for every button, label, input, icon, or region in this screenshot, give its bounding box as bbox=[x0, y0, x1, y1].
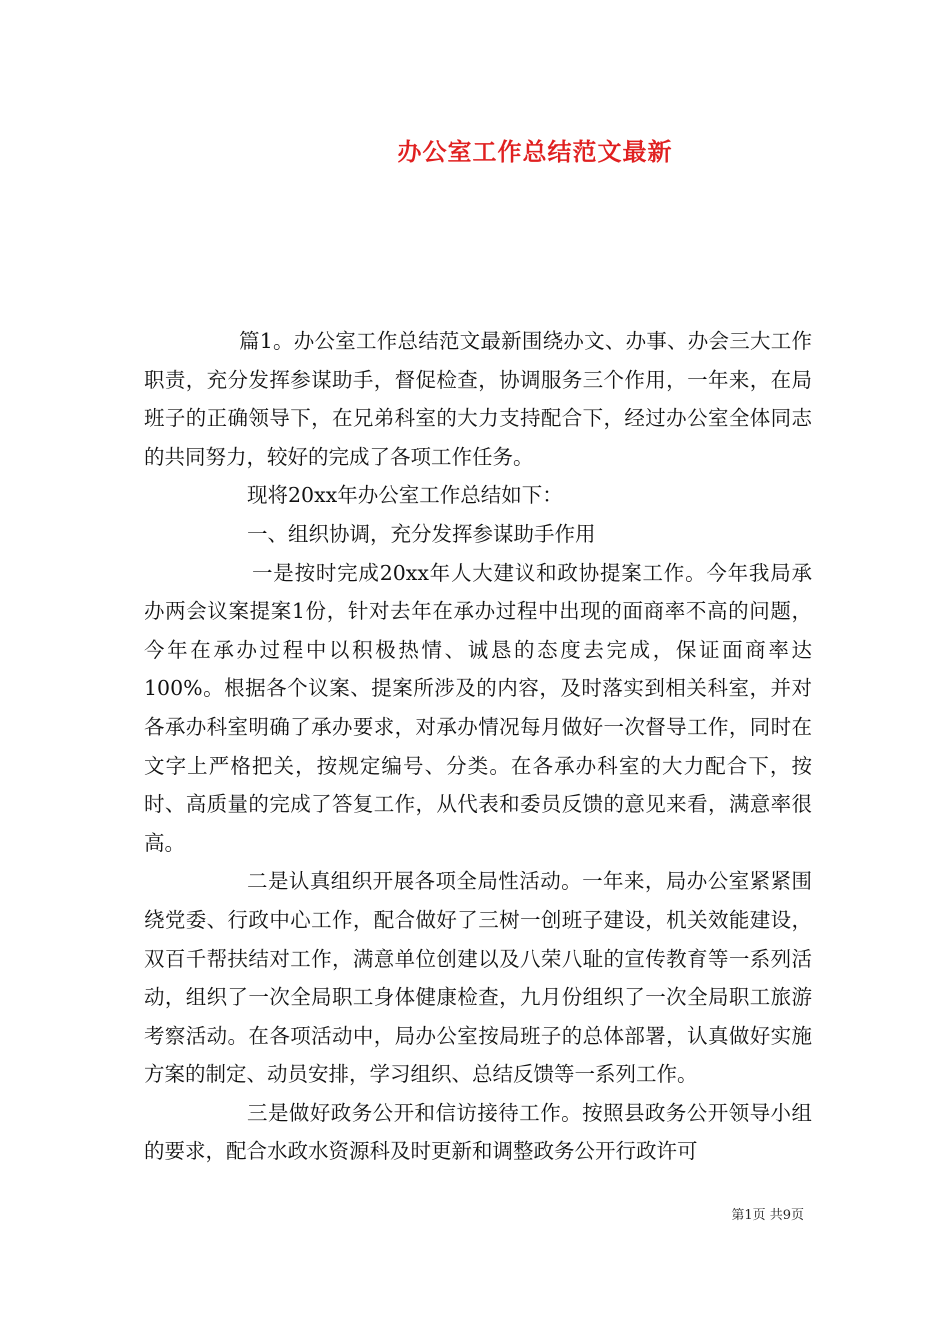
page-number: 第1页 共9页 bbox=[731, 1208, 804, 1223]
document-title: 办公室工作总结范文最新 bbox=[397, 137, 673, 166]
paragraph-item-1: 一是按时完成20xx年人大建议和政协提案工作。今年我局承办两会议案提案1份，针对去年在承办过程中出现的面商率不高的问题，今年在承办过程中以积极热情、诚恳的态度去完成，保证面商率达100%。根据各个议案、提案所涉及的内容，及时落实到相关科室，并对各承办科室明确了承办要求，对承办情况每月做好一次督导工作，同时在文字上严格把关，按规定编号、分类。在各承办科室的大力配合下，按时、高质量的完成了答复工作，从代表和委员反馈的意见来看，满意率很高。 bbox=[144, 560, 812, 855]
paragraph-item-2: 二是认真组织开展各项全局性活动。一年来，局办公室紧紧围绕党委、行政中心工作，配合做好了三树一创班子建设，机关效能建设，双百千帮扶结对工作，满意单位创建以及八荣八耻的宣传教育等一系列活动，组织了一次全局职工身体健康检查，九月份组织了一次全局职工旅游考察活动。在各项活动中，局办公室按局班子的总体部署，认真做好实施方案的制定、动员安排，学习组织、总结反馈等一系列工作。 bbox=[144, 869, 812, 1087]
section-heading-1: 一、组织协调，充分发挥参谋助手作用 bbox=[247, 521, 596, 546]
paragraph-intro: 篇1。办公室工作总结范文最新围绕办文、办事、办会三大工作职责，充分发挥参谋助手，督促检查，协调服务三个作用，一年来，在局班子的正确领导下，在兄弟科室的大力支持配合下，经过办公室全体同志的共同努力，较好的完成了各项工作任务。 bbox=[144, 329, 812, 469]
paragraph-summary-lead: 现将20xx年办公室工作总结如下： bbox=[247, 483, 563, 508]
document-body bbox=[144, 322, 812, 1171]
paragraph-item-3: 三是做好政务公开和信访接待工作。按照县政务公开领导小组的要求，配合水政水资源科及时更新和调整政务公开行政许可 bbox=[144, 1100, 812, 1164]
